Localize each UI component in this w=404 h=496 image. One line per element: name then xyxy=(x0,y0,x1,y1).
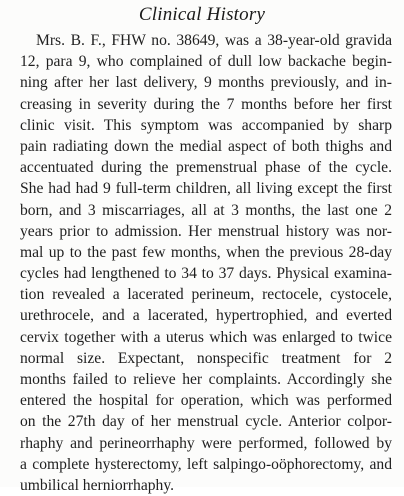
text-line: ning after her last delivery, 9 months previously, and in- xyxy=(20,74,392,92)
text-line: creasing in severity during the 7 months before her first xyxy=(20,95,392,113)
text-line: cervix together with a uterus which was enlarged to twice xyxy=(20,328,392,346)
text-line: Mrs. B. F., FHW no. 38649, was a 38-year-old gravida xyxy=(36,32,392,49)
text-line: on the 27th day of her menstrual cycle. Anterior colpor- xyxy=(20,413,392,431)
text-line: mal up to the past few months, when the previous 28-day xyxy=(20,243,392,261)
text-line: accentuated during the premenstrual phase of the cycle. xyxy=(20,159,392,177)
clinical-history-paragraph xyxy=(20,30,392,496)
text-line: clinic visit. This symptom was accompanied by sharp xyxy=(20,116,392,134)
text-line: urethrocele, and a lacerated, hypertrophied, and everted xyxy=(20,307,392,325)
text-line: 12, para 9, who complained of dull low backache begin- xyxy=(20,53,392,71)
text-line: years prior to admission. Her menstrual history was nor- xyxy=(20,222,392,240)
text-line: She had had 9 full-term children, all living except the first xyxy=(20,180,392,198)
section-heading: Clinical History xyxy=(138,4,266,25)
text-line: cycles had lengthened to 34 to 37 days. Physical examina- xyxy=(20,265,392,283)
text-line: born, and 3 miscarriages, all at 3 months, the last one 2 xyxy=(20,201,392,219)
text-line: tion revealed a lacerated perineum, rectocele, cystocele, xyxy=(20,286,392,304)
text-line: rhaphy and perineorrhaphy were performed, followed by xyxy=(20,434,392,452)
text-line: entered the hospital for operation, which was performed xyxy=(20,392,392,410)
text-line: a complete hysterectomy, left salpingo-oöphorectomy, and xyxy=(20,455,392,473)
text-line: months failed to relieve her complaints. Accordingly she xyxy=(20,371,392,388)
text-line: normal size. Expectant, nonspecific treatment for 2 xyxy=(20,349,392,367)
text-line: umbilical herniorrhaphy. xyxy=(20,476,175,494)
text-line: pain radiating down the medial aspect of both thighs and xyxy=(20,137,392,155)
